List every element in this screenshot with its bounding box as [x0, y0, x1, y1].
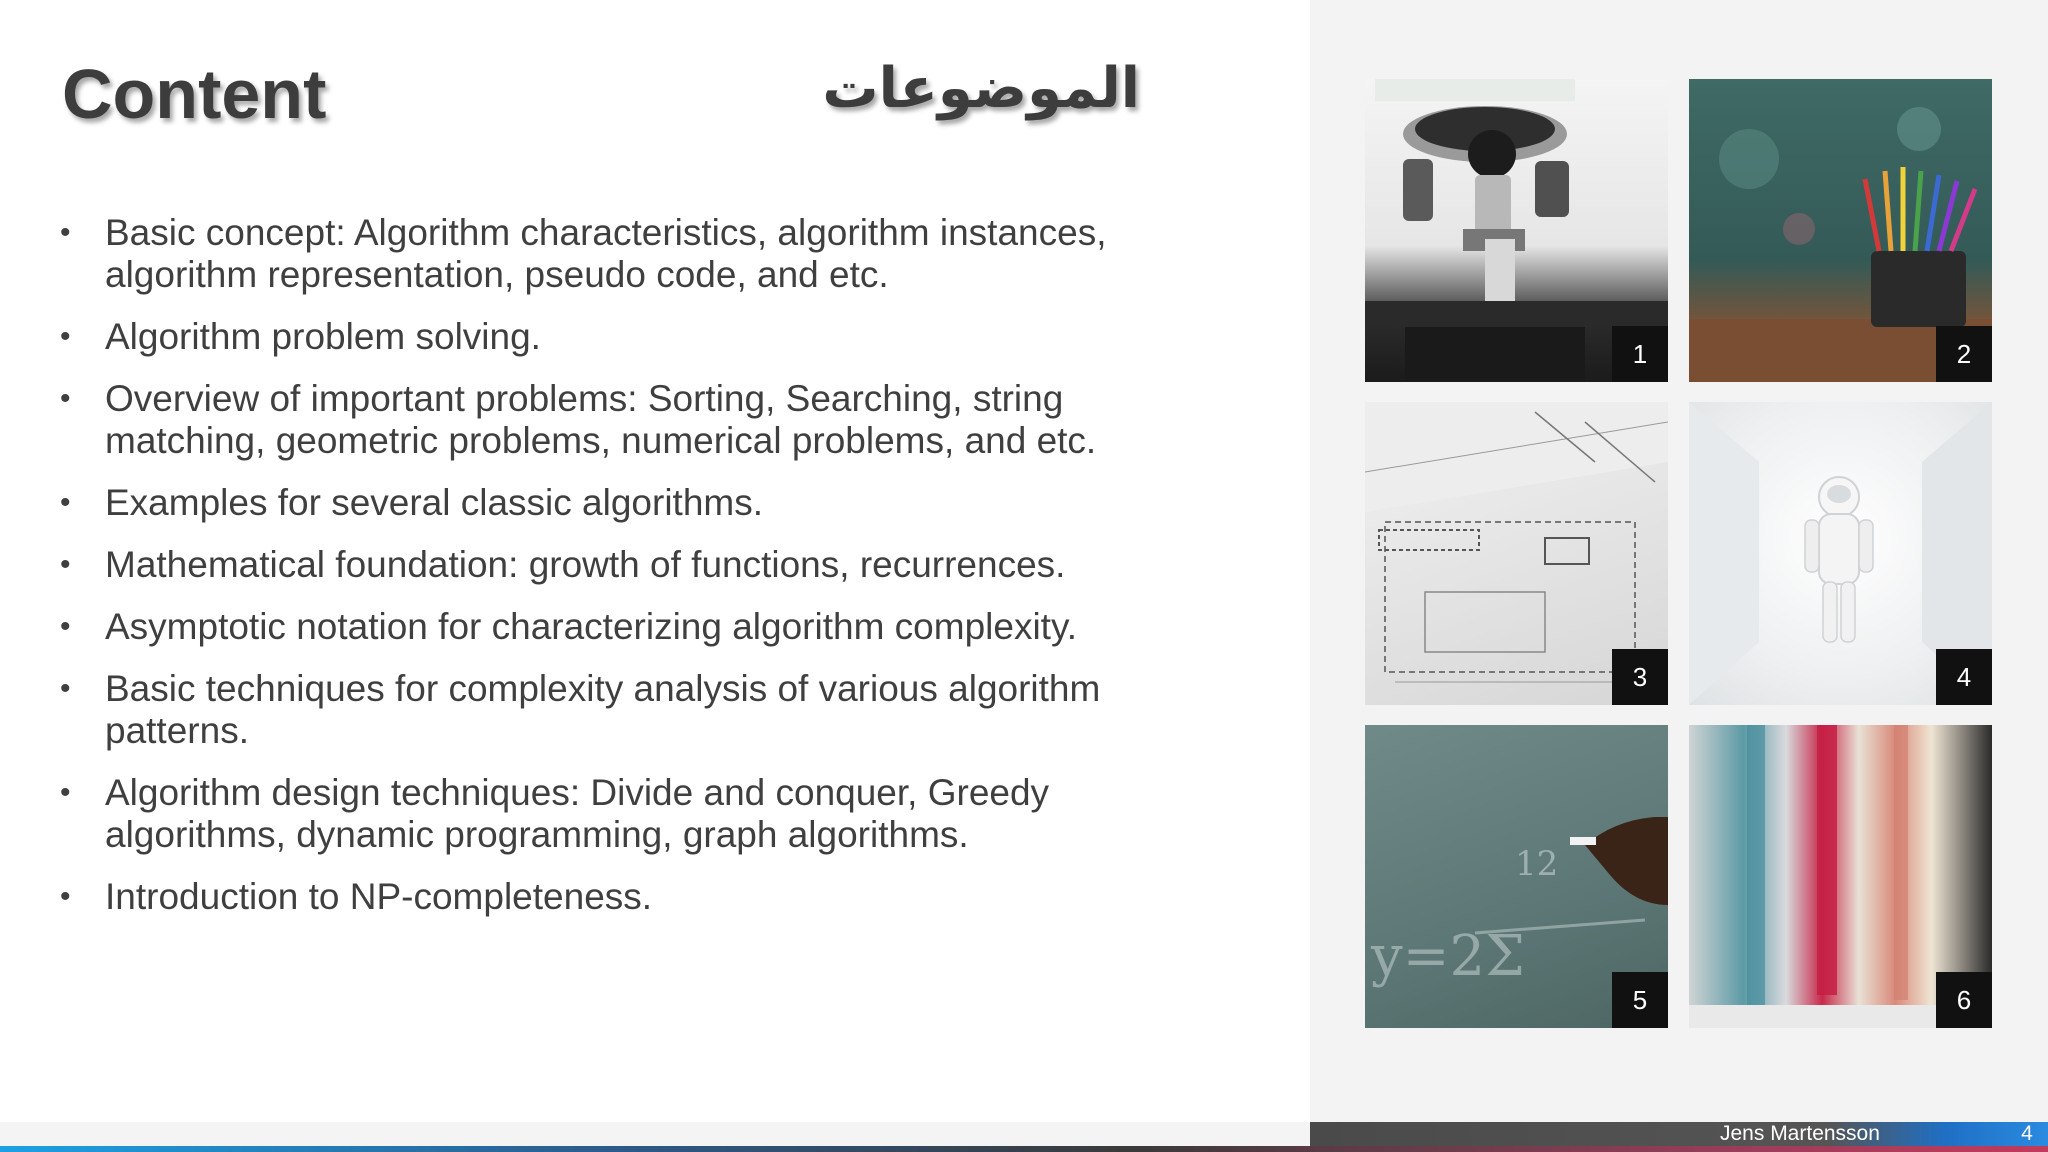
image-tile-2[interactable]: [1689, 79, 1992, 382]
bullet-item: [60, 482, 1180, 524]
bullet-dot: •: [60, 548, 71, 581]
bullet-list: [60, 212, 1180, 938]
bullet-item: [60, 606, 1180, 648]
footer-accent-line: [0, 1146, 2048, 1152]
bullet-text: Mathematical foundation: growth of functions, recurrences.: [105, 544, 1066, 585]
image-tile-1[interactable]: [1365, 79, 1668, 382]
bullet-text: Basic techniques for complexity analysis of various algorithm patterns.: [105, 668, 1101, 751]
image-number-badge: 5: [1612, 972, 1668, 1028]
bullet-item: [60, 544, 1180, 586]
image-number-badge: 3: [1612, 649, 1668, 705]
image-tile-3[interactable]: [1365, 402, 1668, 705]
bullet-dot: •: [60, 672, 71, 705]
svg-text:y=2Σ: y=2Σ: [1371, 924, 1525, 989]
bullet-dot: •: [60, 382, 71, 415]
bullet-text: Basic concept: Algorithm characteristics, algorithm instances, algorithm representation, pseudo code, and etc.: [105, 212, 1107, 295]
footer-author: Jens Martensson: [1720, 1122, 1880, 1145]
footer-bar: [1310, 1122, 2048, 1146]
image-number-badge: 2: [1936, 326, 1992, 382]
image-number-badge: 6: [1936, 972, 1992, 1028]
bullet-item: [60, 876, 1180, 918]
image-tile-6[interactable]: [1689, 725, 1992, 1028]
slide-title-english: Content: [62, 55, 327, 133]
bullet-text: Examples for several classic algorithms.: [105, 482, 763, 523]
bullet-item: [60, 378, 1180, 462]
image-tile-4[interactable]: [1689, 402, 1992, 705]
image-number-badge: 1: [1612, 326, 1668, 382]
bullet-dot: •: [60, 776, 71, 809]
footer-left-bar: [0, 1122, 1310, 1146]
bullet-item: [60, 316, 1180, 358]
bullet-dot: •: [60, 880, 71, 913]
bullet-dot: •: [60, 216, 71, 249]
bullet-text: Introduction to NP-completeness.: [105, 876, 653, 917]
bullet-text: Asymptotic notation for characterizing algorithm complexity.: [105, 606, 1077, 647]
bullet-dot: •: [60, 320, 71, 353]
bullet-text: Overview of important problems: Sorting, Searching, string matching, geometric problems, numerical problems, and etc.: [105, 378, 1097, 461]
bullet-item: [60, 668, 1180, 752]
bullet-dot: •: [60, 486, 71, 519]
image-grid: [1365, 79, 1993, 1028]
bullet-text: Algorithm design techniques: Divide and conquer, Greedy algorithms, dynamic programming, graph algorithms.: [105, 772, 1050, 855]
bullet-item: [60, 212, 1180, 296]
svg-text:12: 12: [1515, 844, 1559, 884]
bullet-dot: •: [60, 610, 71, 643]
bullet-item: [60, 772, 1180, 856]
image-tile-5[interactable]: [1365, 725, 1668, 1028]
page-number: 4: [2021, 1122, 2033, 1145]
image-number-badge: 4: [1936, 649, 1992, 705]
bullet-text: Algorithm problem solving.: [105, 316, 541, 357]
slide-title-arabic: الموضوعات: [822, 56, 1140, 121]
